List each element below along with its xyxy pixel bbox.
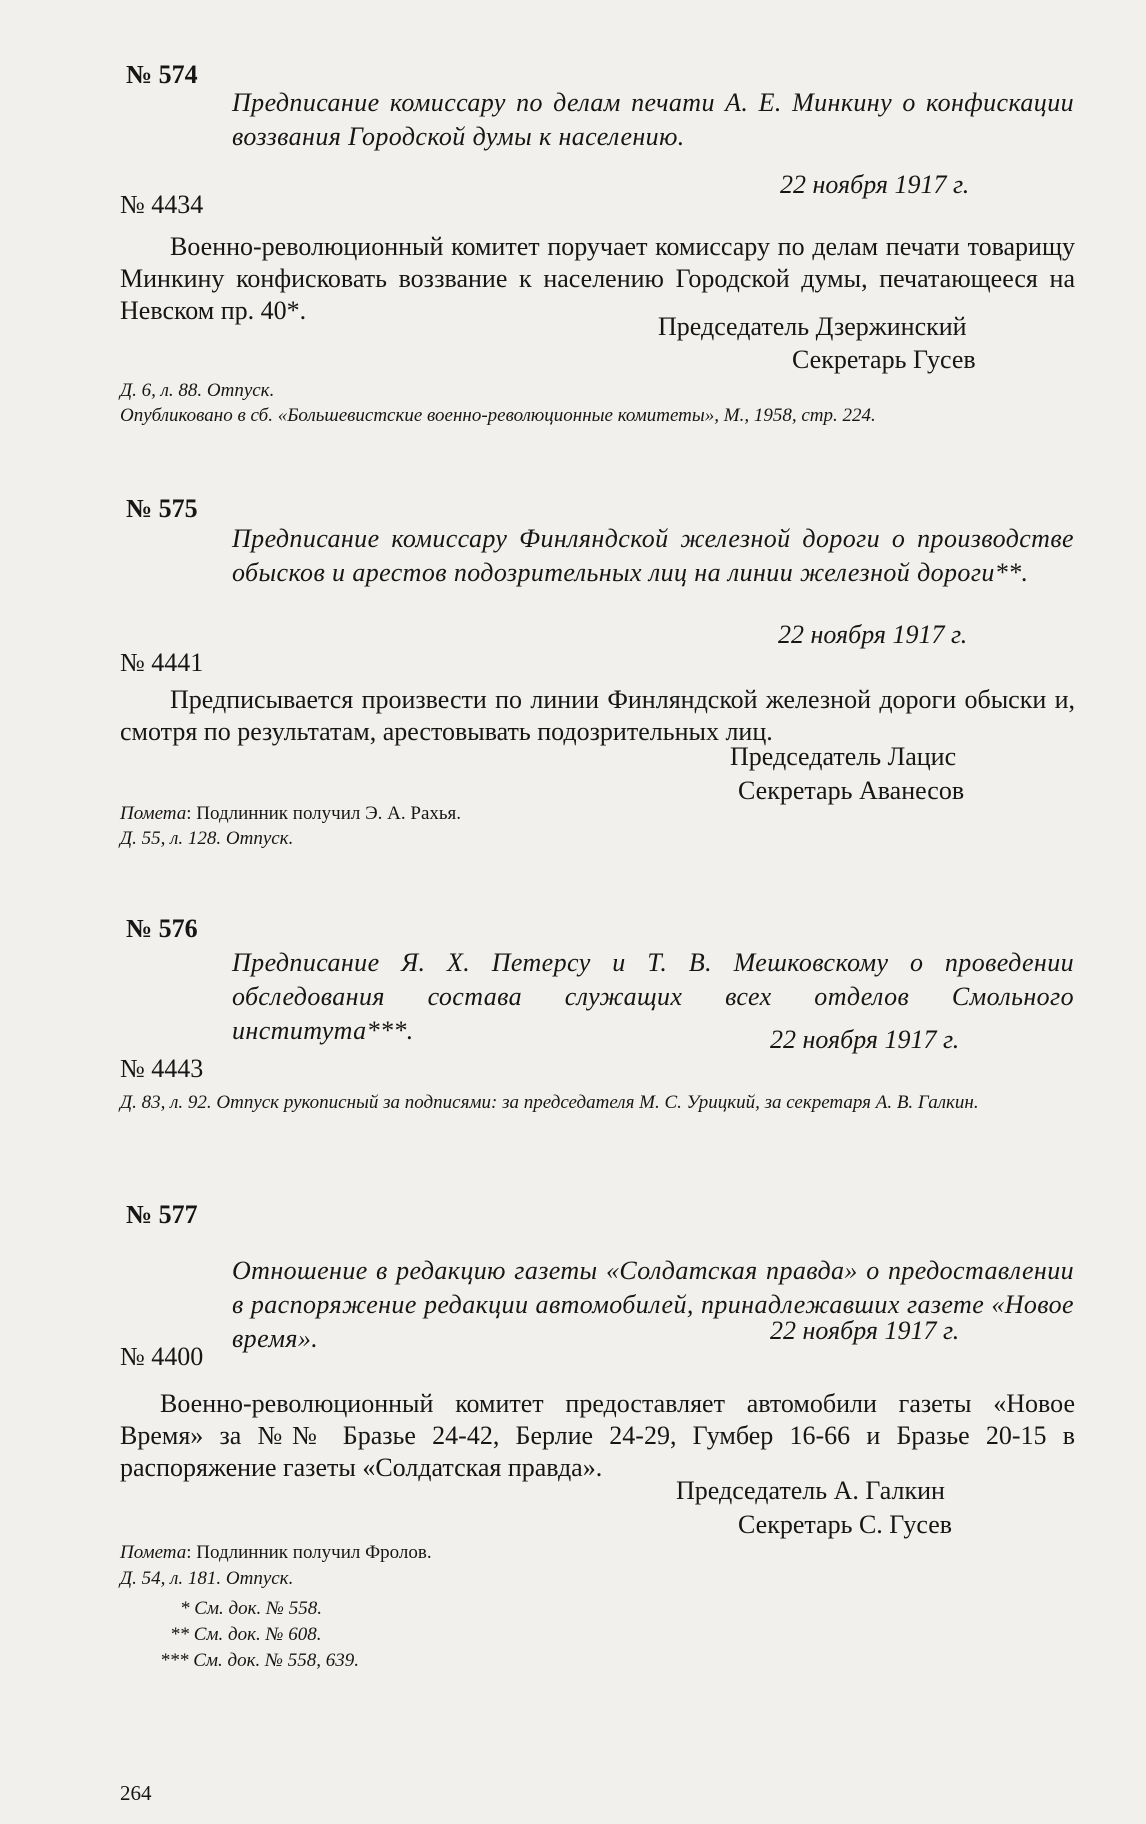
page-number: 264 — [120, 1781, 152, 1805]
doc-575-body: Предписывается произвести по линии Финляндской железной дороги обыски и, смотря по результатам, арестовывать подозрительных лиц. — [120, 685, 1075, 746]
doc-577-mark: Помета: Подлинник получил Фролов. — [120, 1542, 432, 1563]
doc-577-body: Военно-революционный комитет предоставляет автомобили газеты «Новое Время» за №№ Бразье 24-42, Берлие 24-29, Гумбер 16-66 и Бразье 20-15 в распоряжение газеты «Солдатская правда». — [120, 1389, 1075, 1482]
doc-574-publication-note: Опубликовано в сб. «Большевистские военно-революционные комитеты», М., 1958, стр. 224. — [120, 405, 876, 426]
doc-574-date: 22 ноября 1917 г. — [780, 170, 970, 199]
doc-577-heading: Отношение в редакцию газеты «Солдатская правда» о предоставлении в распоряжение редакции автомобилей, принадлежавших газете «Новое время». — [232, 1256, 1074, 1353]
doc-577-chairman: Председатель А. Галкин — [676, 1476, 945, 1505]
doc-575-chairman: Председатель Лацис — [730, 742, 957, 771]
doc-576-reg-number: № 4443 — [120, 1054, 204, 1083]
doc-574-heading: Предписание комиссару по делам печати А. Е. Минкину о конфискации воззвания Городской думы к населению. — [232, 88, 1074, 151]
doc-575-reg-number: № 4441 — [120, 648, 204, 677]
doc-577-number: № 577 — [126, 1200, 198, 1229]
doc-574-secretary: Секретарь Гусев — [792, 345, 976, 374]
doc-574-body: Военно-революционный комитет поручает комиссару по делам печати товарищу Минкину конфисковать воззвание к населению Городской думы, печатающееся на Невском пр. 40*. — [120, 232, 1075, 325]
doc-576-number: № 576 — [126, 914, 198, 943]
doc-575-date: 22 ноября 1917 г. — [778, 620, 968, 649]
doc-575-mark: Помета: Подлинник получил Э. А. Рахья. — [120, 803, 462, 824]
doc-577-date: 22 ноября 1917 г. — [770, 1316, 960, 1345]
doc-575-secretary: Секретарь Аванесов — [738, 776, 965, 805]
doc-577-secretary: Секретарь С. Гусев — [738, 1510, 953, 1539]
doc-575-heading: Предписание комиссару Финляндской железной дороги о производстве обысков и арестов подозрительных лиц на линии железной дороги**. — [232, 524, 1074, 587]
doc-574-chairman: Председатель Дзержинский — [658, 312, 967, 341]
doc-577-archive-note: Д. 54, л. 181. Отпуск. — [120, 1568, 294, 1589]
footnote-2: ** См. док. № 608. — [170, 1624, 322, 1645]
doc-574-archive-note: Д. 6, л. 88. Отпуск. — [120, 380, 275, 401]
doc-576-heading: Предписание Я. Х. Петерсу и Т. В. Мешковскому о проведении обследования состава служащих всех отделов Смольного института***. — [232, 948, 1074, 1045]
footnote-1: * См. док. № 558. — [180, 1598, 322, 1619]
doc-575-archive-note: Д. 55, л. 128. Отпуск. — [120, 828, 294, 849]
doc-576-archive-note: Д. 83, л. 92. Отпуск рукописный за подписями: за председателя М. С. Урицкий, за секретаря А. В. Галкин. — [120, 1092, 979, 1113]
doc-576-date: 22 ноября 1917 г. — [770, 1025, 960, 1054]
doc-575-number: № 575 — [126, 494, 198, 523]
footnote-3: *** См. док. № 558, 639. — [160, 1650, 359, 1671]
doc-577-reg-number: № 4400 — [120, 1342, 204, 1371]
doc-574-number: № 574 — [126, 60, 198, 89]
doc-574-reg-number: № 4434 — [120, 190, 204, 219]
